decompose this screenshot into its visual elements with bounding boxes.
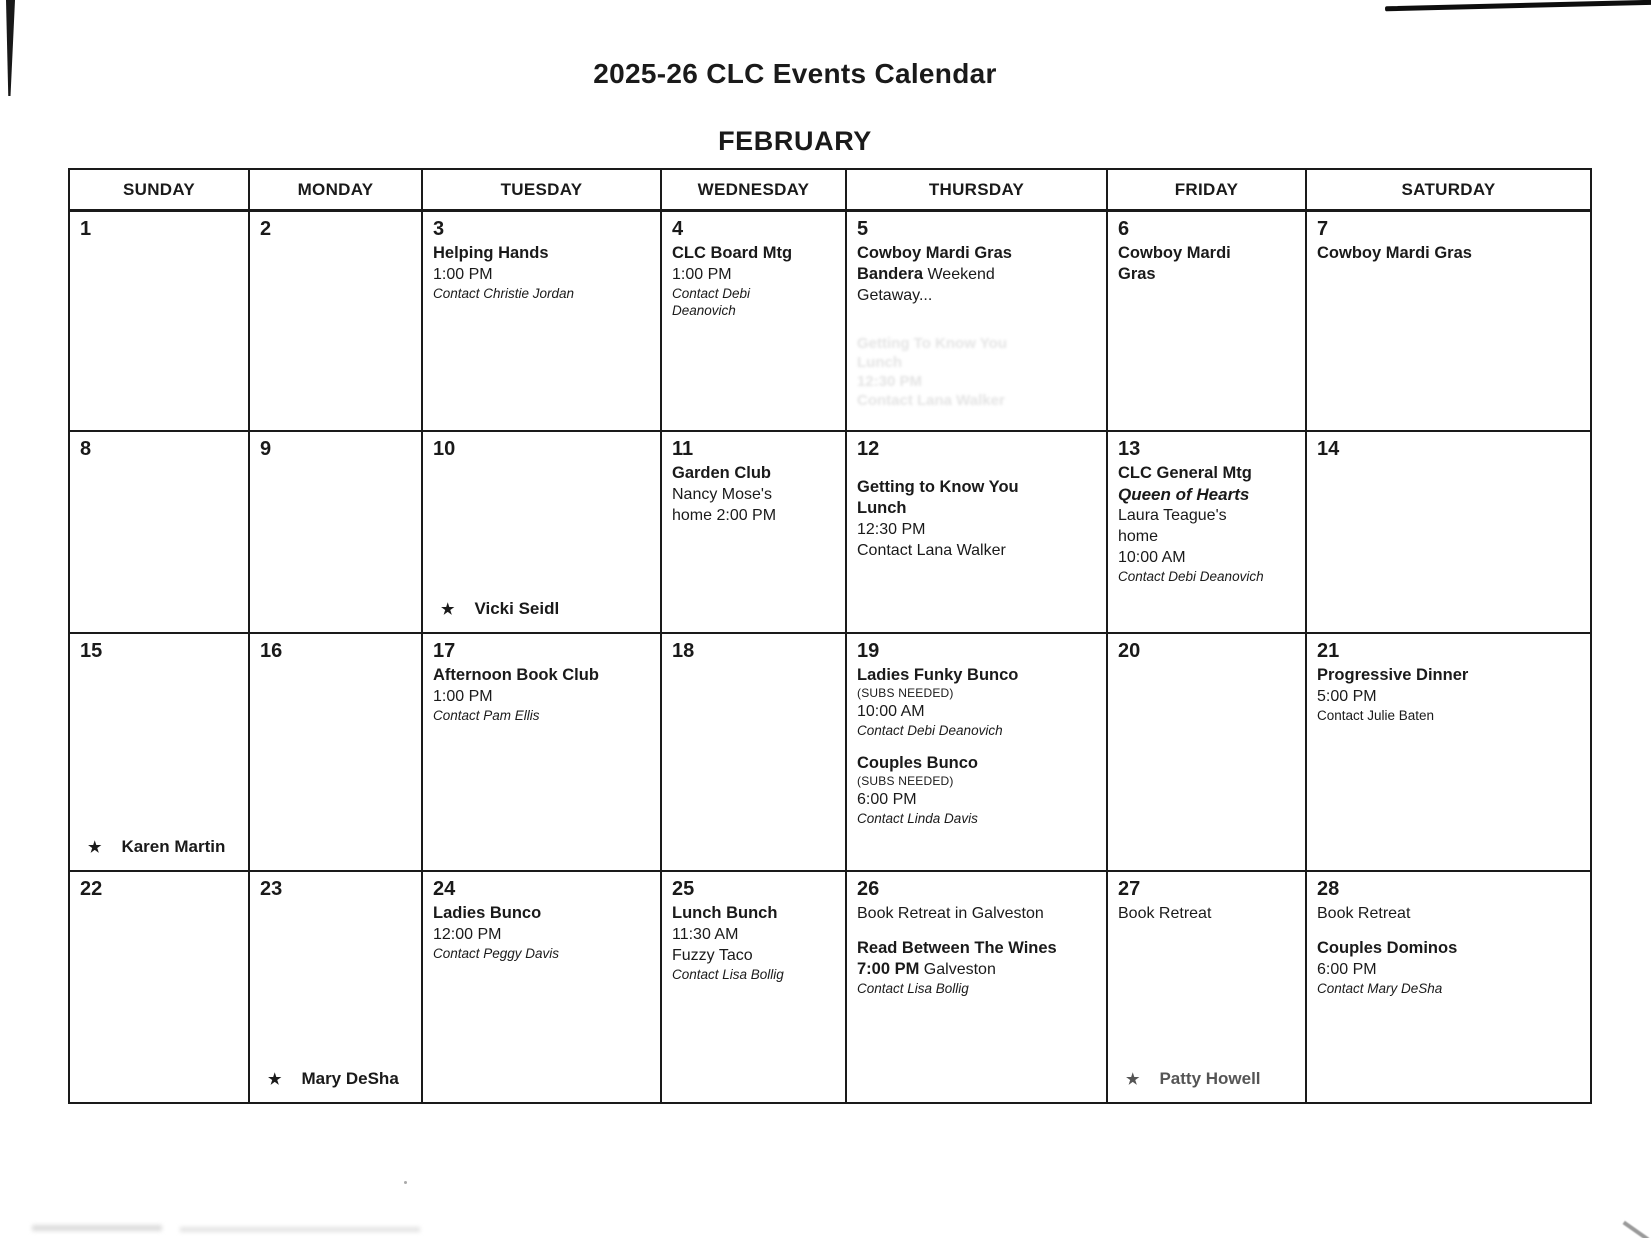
scan-artifact-bottom-smudge — [32, 1225, 162, 1231]
star-name-line — [80, 837, 240, 865]
event-line: Cowboy Mardi Gras — [857, 244, 1012, 262]
day-cell-10 — [423, 432, 662, 634]
star-name-label: Vicki Seidl — [474, 599, 560, 618]
event-line: Contact Lisa Bollig — [672, 967, 784, 982]
spacer — [1317, 924, 1582, 938]
event-line: Contact Debi — [672, 286, 751, 301]
event-line: 6:00 PM — [857, 791, 917, 808]
spacer — [857, 306, 1098, 320]
day-number: 17 — [433, 640, 456, 662]
day-cell-1 — [70, 212, 250, 432]
day-number: 2 — [260, 218, 272, 240]
day-number: 13 — [1118, 438, 1141, 460]
event-line: 5:00 PM — [1317, 688, 1377, 705]
spacer — [857, 924, 1098, 938]
event-line: Couples Bunco — [857, 754, 979, 772]
day-cell-11 — [662, 432, 847, 634]
day-number: 28 — [1317, 878, 1340, 900]
event-line: Queen of Hearts — [1118, 485, 1250, 504]
ghost-text-line: Contact Lana Walker — [857, 392, 1005, 409]
event-line: Contact Lisa Bollig — [857, 981, 969, 996]
month-title: FEBRUARY — [718, 126, 872, 156]
star-name-label: Patty Howell — [1159, 1069, 1261, 1088]
event-line: Nancy Mose's — [672, 486, 772, 503]
event-line: Contact Linda Davis — [857, 811, 978, 826]
day-cell-8 — [70, 432, 250, 634]
event-line: Cowboy Mardi — [1118, 244, 1231, 262]
event-line: Book Retreat — [1317, 905, 1411, 922]
day-number: 8 — [80, 438, 92, 460]
event-text-span: Galveston — [919, 961, 996, 978]
event-line: Read Between The Wines — [857, 939, 1057, 957]
day-header-friday: FRIDAY — [1108, 170, 1307, 212]
day-cell-14 — [1307, 432, 1590, 634]
event-text-span: Weekend — [923, 266, 995, 283]
day-number: 3 — [433, 218, 445, 240]
star-name-label: Mary DeSha — [301, 1069, 399, 1088]
star-name-line — [1118, 1069, 1297, 1097]
day-cell-2 — [250, 212, 423, 432]
event-line: CLC General Mtg — [1118, 464, 1252, 482]
event-line: Laura Teague's — [1118, 507, 1227, 524]
event-line: Contact Debi Deanovich — [857, 723, 1003, 738]
day-number: 24 — [433, 878, 456, 900]
day-header-wednesday: WEDNESDAY — [662, 170, 847, 212]
day-number: 25 — [672, 878, 695, 900]
day-cell-24 — [423, 872, 662, 1102]
day-header-tuesday: TUESDAY — [423, 170, 662, 212]
event-line: Gras — [1118, 265, 1156, 283]
day-number: 4 — [672, 218, 684, 240]
day-number: 12 — [857, 438, 880, 460]
event-line: Couples Dominos — [1317, 939, 1458, 957]
event-line: Fuzzy Taco — [672, 947, 753, 964]
day-cell-20 — [1108, 634, 1307, 872]
day-cell-25 — [662, 872, 847, 1102]
day-cell-21 — [1307, 634, 1590, 872]
event-line: Deanovich — [672, 303, 736, 318]
event-line: 12:30 PM — [857, 521, 926, 538]
event-line: Lunch Bunch — [672, 904, 778, 922]
day-cell-17 — [423, 634, 662, 872]
event-line: Contact Debi Deanovich — [1118, 569, 1264, 584]
event-line: 1:00 PM — [433, 688, 493, 705]
day-number: 15 — [80, 640, 103, 662]
day-number: 5 — [857, 218, 869, 240]
day-cell-16 — [250, 634, 423, 872]
ghost-text-line: Getting To Know You — [857, 335, 1007, 352]
day-number: 27 — [1118, 878, 1141, 900]
day-cell-13 — [1108, 432, 1307, 634]
event-line: 10:00 AM — [857, 703, 925, 720]
day-cell-6 — [1108, 212, 1307, 432]
event-line: Contact Peggy Davis — [433, 946, 560, 961]
ghost-text-line: 12:30 PM — [857, 373, 923, 390]
event-line: Getaway... — [857, 287, 933, 304]
day-number: 10 — [433, 438, 456, 460]
day-cell-23 — [250, 872, 423, 1102]
day-header-sunday: SUNDAY — [70, 170, 250, 212]
day-cell-15 — [70, 634, 250, 872]
day-cell-28 — [1307, 872, 1590, 1102]
event-line: (SUBS NEEDED) — [857, 686, 954, 700]
spacer — [857, 463, 1098, 477]
day-cell-26 — [847, 872, 1108, 1102]
day-cell-5 — [847, 212, 1108, 432]
event-line: 10:00 AM — [1118, 549, 1186, 566]
day-number: 20 — [1118, 640, 1141, 662]
event-line: Cowboy Mardi Gras — [1317, 244, 1472, 262]
scan-speck — [404, 1181, 407, 1184]
event-line: Contact Julie Baten — [1317, 708, 1435, 723]
day-number: 14 — [1317, 438, 1340, 460]
day-number: 19 — [857, 640, 880, 662]
day-header-saturday: SATURDAY — [1307, 170, 1590, 212]
day-cell-19 — [847, 634, 1108, 872]
event-line: Helping Hands — [433, 244, 549, 262]
event-line: Book Retreat — [1118, 905, 1212, 922]
star-name-label: Karen Martin — [121, 837, 226, 856]
event-line: 12:00 PM — [433, 926, 502, 943]
day-number: 9 — [260, 438, 272, 460]
event-text-span: 7:00 PM — [857, 960, 920, 978]
event-line: Lunch — [857, 499, 907, 517]
star-icon: ★ — [268, 1071, 282, 1088]
day-cell-12 — [847, 432, 1108, 634]
spacer — [857, 739, 1098, 753]
event-line: Ladies Bunco — [433, 904, 542, 922]
day-number: 11 — [672, 438, 694, 460]
day-number: 7 — [1317, 218, 1329, 240]
day-cell-18 — [662, 634, 847, 872]
day-header-thursday: THURSDAY — [847, 170, 1108, 212]
event-line: (SUBS NEEDED) — [857, 774, 954, 788]
event-line: Contact Pam Ellis — [433, 708, 540, 723]
day-cell-3 — [423, 212, 662, 432]
event-line: Book Retreat in Galveston — [857, 905, 1044, 922]
day-number: 22 — [80, 878, 103, 900]
page-title: 2025-26 CLC Events Calendar — [593, 58, 997, 89]
event-line: Ladies Funky Bunco — [857, 666, 1019, 684]
event-line: Afternoon Book Club — [433, 666, 599, 684]
event-line — [857, 959, 1098, 980]
ghost-text-line: Lunch — [857, 354, 902, 371]
event-text-span: Bandera — [857, 265, 924, 283]
event-line: Contact Christie Jordan — [433, 286, 575, 301]
day-number: 23 — [260, 878, 283, 900]
event-line: CLC Board Mtg — [672, 244, 793, 262]
star-icon: ★ — [88, 839, 102, 856]
day-header-monday: MONDAY — [250, 170, 423, 212]
event-line: Garden Club — [672, 464, 772, 482]
day-cell-22 — [70, 872, 250, 1102]
scan-artifact-bottom-smudge — [180, 1227, 420, 1232]
event-line: home — [1118, 528, 1159, 545]
day-number: 1 — [80, 218, 92, 240]
event-line: 11:30 AM — [672, 926, 739, 943]
spacer — [857, 320, 1098, 334]
star-name-line — [260, 1069, 413, 1097]
event-line: 6:00 PM — [1317, 961, 1377, 978]
calendar-grid — [68, 168, 1592, 1104]
day-number: 6 — [1118, 218, 1130, 240]
star-icon: ★ — [1126, 1071, 1140, 1088]
star-name-line — [433, 599, 652, 627]
event-line: Progressive Dinner — [1317, 666, 1469, 684]
star-icon: ★ — [441, 601, 455, 618]
scan-artifact-bottom-right — [1623, 1221, 1650, 1238]
day-number: 21 — [1317, 640, 1340, 662]
event-line: 1:00 PM — [433, 266, 493, 283]
event-line: Getting to Know You — [857, 478, 1019, 496]
day-cell-9 — [250, 432, 423, 634]
day-cell-7 — [1307, 212, 1590, 432]
day-cell-4 — [662, 212, 847, 432]
event-line — [857, 264, 1098, 285]
day-cell-27 — [1108, 872, 1307, 1102]
event-line: Contact Lana Walker — [857, 542, 1006, 559]
day-number: 26 — [857, 878, 880, 900]
event-line: 1:00 PM — [672, 266, 732, 283]
day-number: 16 — [260, 640, 283, 662]
event-line: Contact Mary DeSha — [1317, 981, 1443, 996]
day-number: 18 — [672, 640, 695, 662]
scan-artifact-top-right — [1385, 0, 1651, 11]
event-line: home 2:00 PM — [672, 507, 777, 524]
